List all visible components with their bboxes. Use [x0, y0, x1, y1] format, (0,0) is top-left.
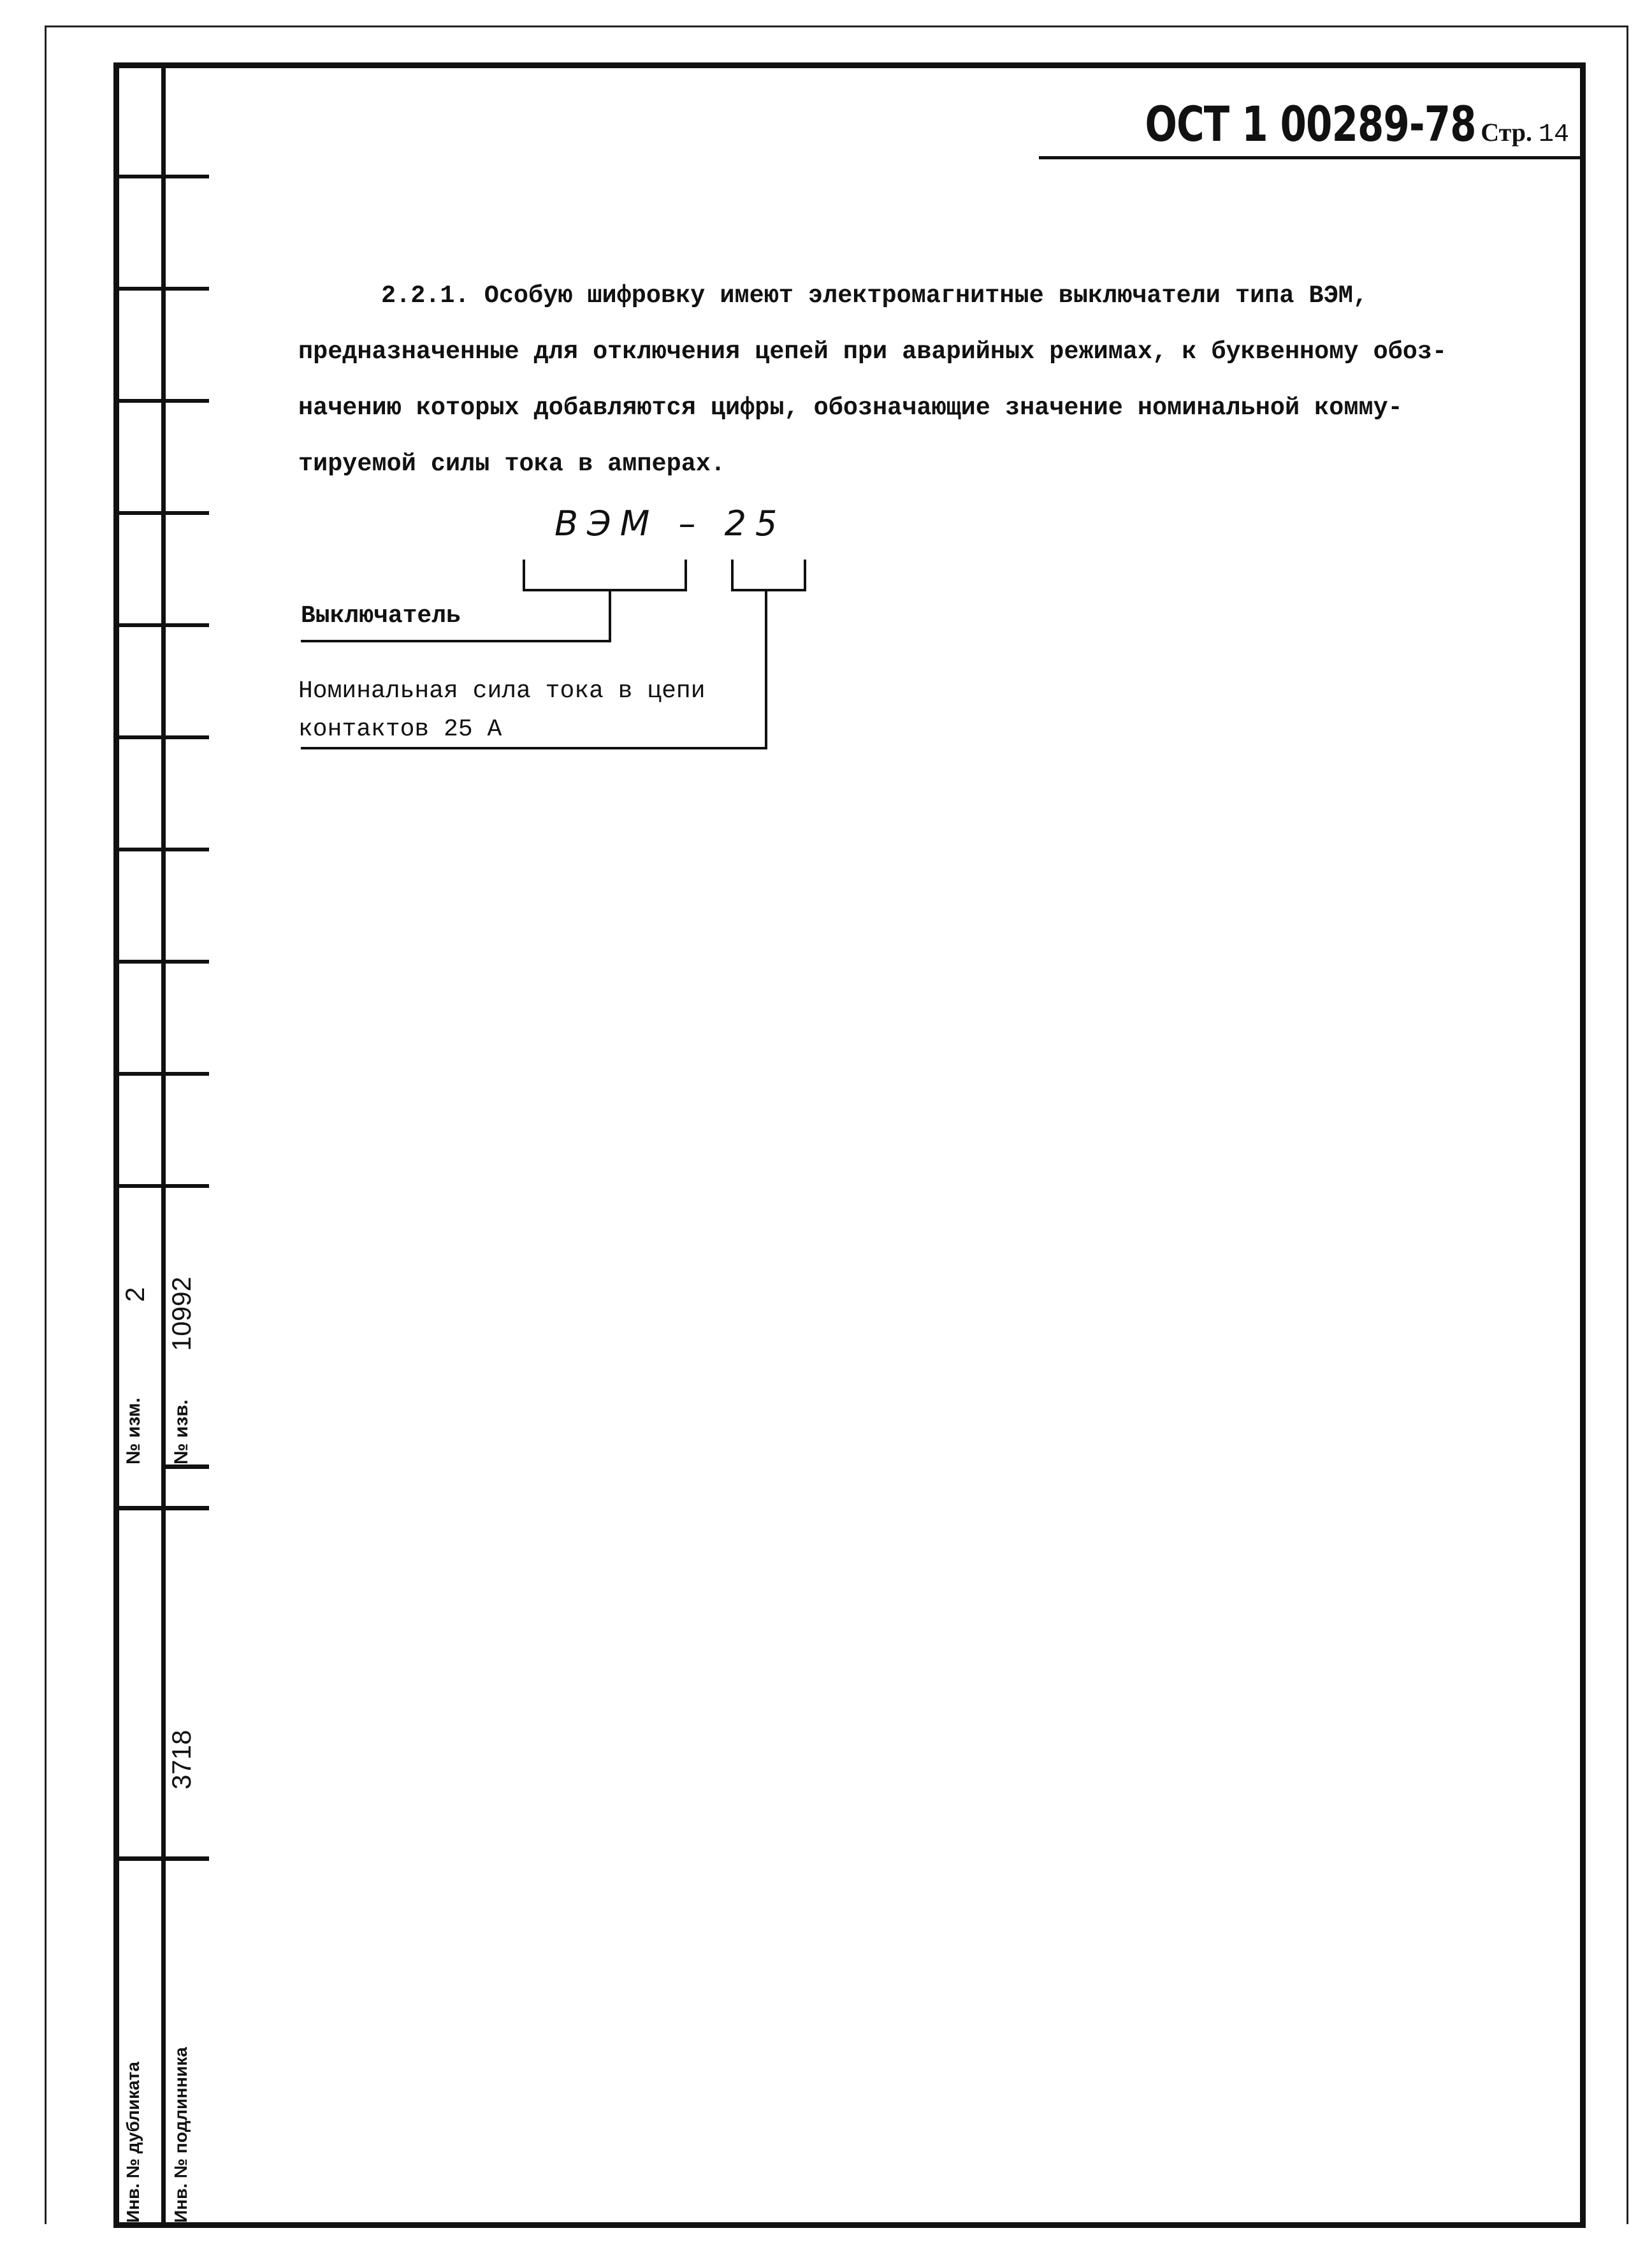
paragraph-line: 2.2.1. Особую шифровку имеют электромагнитные выключатели типа ВЭМ, [381, 282, 1368, 310]
leader-line [609, 590, 611, 641]
current-label-line: Номинальная сила тока в цепи [298, 677, 706, 705]
notice-number-label: № изв. [171, 1399, 192, 1464]
leader-line [301, 640, 611, 642]
current-label-line: контактов 25 А [298, 716, 502, 743]
bracket-line [804, 560, 806, 591]
body-paragraph [298, 268, 1516, 492]
page-label: Стр. [1481, 118, 1532, 147]
notice-number-value: 10992 [166, 1276, 196, 1351]
change-number-value: 2 [120, 1287, 150, 1302]
document-header [1039, 96, 1583, 159]
bracket-line [523, 560, 525, 591]
bracket-line [685, 560, 687, 591]
paragraph-line: предназначенные для отключения цепей при аварийных режимах, к буквенному обоз- [298, 338, 1447, 366]
leader-line [765, 590, 767, 749]
switch-label: Выключатель [301, 602, 461, 630]
designation-code: ВЭМ – 25 [554, 503, 786, 544]
bracket-line [523, 589, 687, 591]
bracket-line [731, 589, 806, 591]
original-inventory-label: Инв. № подлинника [171, 2047, 191, 2223]
change-number-label: № изм. [123, 1398, 144, 1464]
bracket-line [731, 560, 734, 591]
document-code: ОСТ 1 00289-78 [1144, 96, 1476, 152]
current-label [298, 672, 706, 749]
paragraph-line: начению которых добавляются цифры, обозначающие значение номинальной комму- [298, 394, 1403, 422]
paragraph-line: тируемой силы тока в амперах. [298, 450, 726, 478]
page-number: 14 [1538, 120, 1569, 149]
original-inventory-value: 3718 [166, 1730, 196, 1790]
duplicate-inventory-label: Инв. № дубликата [123, 2062, 143, 2223]
